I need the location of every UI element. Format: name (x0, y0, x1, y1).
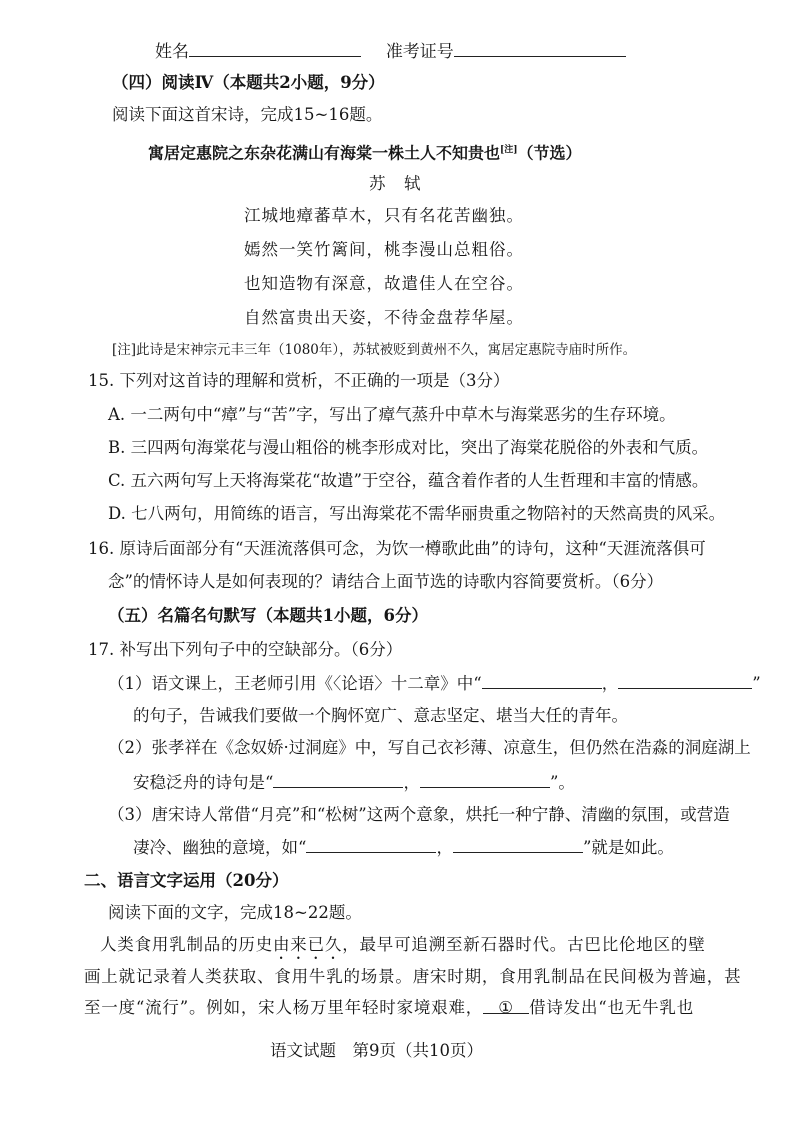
q17-item-1-cont: 的句子，告诫我们要做一个胸怀宽广、意志坚定、堪当大任的青年。 (133, 706, 628, 725)
section4-heading: （四）阅读Ⅳ（本题共2小题，9分） (112, 73, 385, 92)
q15-option-b: B. 三四两句海棠花与漫山粗俗的桃李形成对比，突出了海棠花脱俗的外表和气质。 (108, 438, 709, 457)
q15-option-d: D. 七八两句，用简练的语言，写出海棠花不需华丽贵重之物陪衬的天然高贵的风采。 (108, 504, 726, 523)
poem-line-1: 江城地瘴蕃草木，只有名花苦幽独。 (244, 206, 524, 225)
q17-blank-2a[interactable] (273, 771, 403, 788)
q17-blank-3b[interactable] (453, 836, 583, 853)
part2-heading: 二、语言文字运用（20分） (84, 871, 289, 890)
q17-blank-1a[interactable] (482, 672, 602, 689)
name-label: 姓名 (155, 42, 189, 62)
q17-blank-2b[interactable] (420, 771, 550, 788)
page-footer: 语文试题 第9页（共10页） (270, 1041, 483, 1060)
q17-item-1: （1）语文课上，王老师引用《〈论语〉十二章》中“ ， ” (108, 674, 761, 693)
section4-intro: 阅读下面这首宋诗，完成15~16题。 (112, 105, 383, 124)
poem-line-4: 自然富贵出天姿，不待金盘荐华屋。 (244, 308, 524, 327)
poem-author: 苏 轼 (369, 174, 422, 193)
blank-1[interactable]: ① (483, 997, 529, 1014)
poem-title: 寓居定惠院之东杂花满山有海棠一株土人不知贵也[注]（节选） (148, 143, 582, 163)
part2-intro: 阅读下面的文字，完成18~22题。 (108, 903, 362, 922)
exam-header (155, 40, 626, 63)
q17-item-2: （2）张孝祥在《念奴娇·过洞庭》中，写自己衣衫薄、凉意生，但仍然在浩淼的洞庭湖上 (108, 738, 751, 757)
poem-line-2: 嫣然一笑竹篱间，桃李漫山总粗俗。 (244, 240, 524, 259)
q17-item-2-cont: 安稳泛舟的诗句是“ ， ”。 (133, 773, 575, 792)
poem-line-3: 也知造物有深意，故遣佳人在空谷。 (244, 274, 524, 293)
q17-stem: 17. 补写出下列句子中的空缺部分。（6分） (88, 640, 403, 659)
passage-line-2: 画上就记录着人类获取、食用牛乳的场景。唐宋时期，食用乳制品在民间极为普遍，甚 (84, 967, 742, 986)
passage-line-1: 人类食用乳制品的历史由来已久，最早可追溯至新石器时代。古巴比伦地区的壁 (100, 935, 706, 954)
id-label: 准考证号 (385, 42, 454, 62)
q17-blank-1b[interactable] (618, 672, 752, 689)
q15-option-a: A. 一二两句中“瘴”与“苦”字，写出了瘴气蒸升中草木与海棠恶劣的生存环境。 (108, 405, 676, 424)
q17-item-3: （3）唐宋诗人常借“月亮”和“松树”这两个意象，烘托一种宁静、清幽的氛围，或营造 (108, 805, 730, 824)
q16-line-1: 16. 原诗后面部分有“天涯流落俱可念，为饮一樽歌此曲”的诗句，这种“天涯流落俱可 (88, 539, 706, 558)
section5-heading: （五）名篇名句默写（本题共1小题，6分） (108, 606, 428, 625)
q17-item-3-cont: 凄冷、幽独的意境，如“ ， ”就是如此。 (133, 838, 674, 857)
q15-stem: 15. 下列对这首诗的理解和赏析，不正确的一项是（3分） (88, 371, 510, 390)
q16-line-2: 念”的情怀诗人是如何表现的？请结合上面节选的诗歌内容简要赏析。（6分） (108, 572, 664, 591)
poem-note: [注]此诗是宋神宗元丰三年（1080年），苏轼被贬到黄州不久，寓居定惠院寺庙时所作。 (112, 342, 637, 358)
q15-option-c: C. 五六两句写上天将海棠花“故遣”于空谷，蕴含着作者的人生哲理和丰富的情感。 (108, 471, 709, 490)
name-blank[interactable] (189, 40, 361, 57)
passage-line-3: 至一度“流行”。例如，宋人杨万里年轻时家境艰难， ① 借诗发出“也无牛乳也 (84, 998, 695, 1017)
q17-blank-3a[interactable] (306, 836, 436, 853)
id-blank[interactable] (454, 40, 626, 57)
